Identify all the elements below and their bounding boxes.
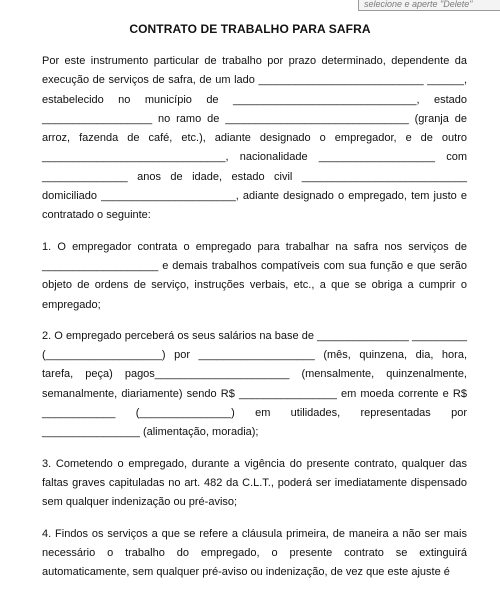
contract-preamble: Por este instrumento particular de trabalho por prazo determinado, dependente da execução de serviços de safra, de um lado ___________________________ ______, estabelecido no município de ______________________________, estado __________________ no ramo de ______________________________ (granja de arroz, fazenda de café, etc.), adiante designado o empregador, e de outro ______________________________, nacionalidade ___________________ com ______________ anos de idade, estado civil ___________________________ domiciliado ______________________, adiante designado o empregado, tem justo e contratado o seguinte: — [42, 55, 467, 222]
delete-hint-box: selecione e aperte "Delete" — [358, 0, 500, 11]
clause-3: 3. Cometendo o empregado, durante a vigência do presente contrato, qualquer das faltas graves capituladas no art. 482 da C.L.T., poderá ser imediatamente dispensado sem qualquer indenização ou pré-aviso; — [42, 457, 467, 509]
clause-2: 2. O empregado perceberá os seus salários na base de _______________ _________ (___________________) por ___________________ (mês, quinzena, dia, hora, tarefa, peça) pagos______________________ (mensalmente, quinzenalmente, semanalmente, diariamente) sendo R$ ________________ em moeda corrente e R$ ____________ (_______________) em utilidades, representadas por ________________ (alimentação, moradia); — [42, 329, 467, 439]
clause-1: 1. O empregador contrata o empregado para trabalhar na safra nos serviços de ___________________ e demais trabalhos compatíveis com sua função e que serão objeto de ordens de serviço, instruções verbais, etc., a que se obriga a cumprir o empregado; — [42, 240, 467, 311]
contract-body — [42, 52, 467, 594]
document-title: CONTRATO DE TRABALHO PARA SAFRA — [129, 22, 371, 36]
clause-4: 4. Findos os serviços a que se refere a cláusula primeira, de maneira a não ser mais necessário o trabalho do empregado, o presente contrato se extinguirá automaticamente, sem qualquer pré-aviso ou indenização, de vez que este ajuste é — [42, 527, 467, 579]
